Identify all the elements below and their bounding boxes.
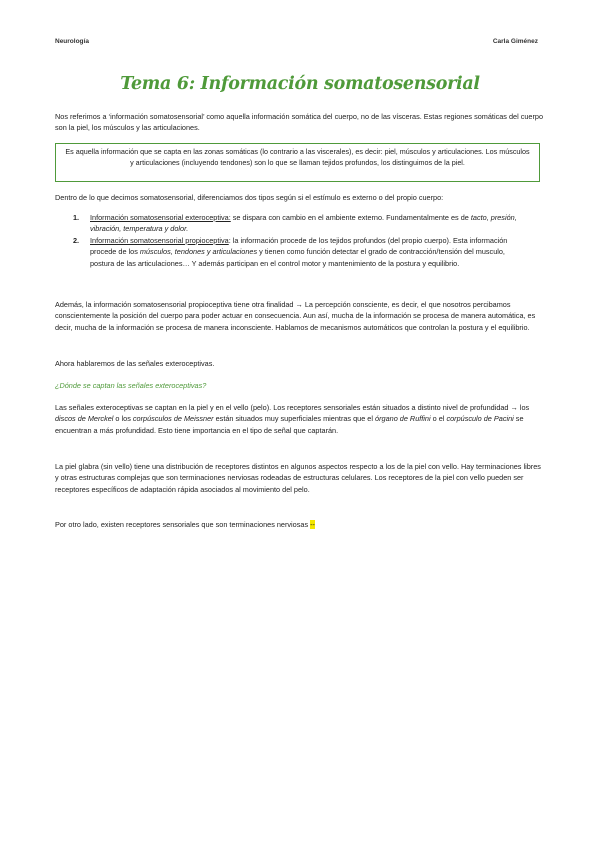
text-run: o el [430, 414, 447, 424]
captan-paragraph [55, 402, 545, 436]
intro-paragraph: Nos referimos a ‘información somatosensorial’ como aquella información somática del cuerpo, no de las vísceras. Estas regiones somáticas del cuerpo son la piel, los músculos y las articulaciones. [55, 112, 544, 133]
list-number: 2. [73, 235, 80, 245]
section-question: ¿Dónde se captan las señales exteroceptivas? [55, 381, 207, 390]
definition-box: Es aquella información que se capta en las zonas somáticas (lo contrario a las viscerales), es decir: piel, músculos y articulaciones. Los músculos y articulaciones (incluyendo tendones) son lo que se llaman tejidos profundos, los distinguimos de la piel. [55, 143, 540, 182]
text-run: se encuentran a más profundidad. Esto tiene importancia en el tipo de señal que captarán. [55, 414, 524, 435]
highlight-mark: -- [310, 520, 315, 529]
term-propioceptiva: Información somatosensorial propioceptiva [90, 235, 229, 245]
list-text: : la información procede de los tejidos profundos (del propio cuerpo). Esta información procede de los [90, 235, 508, 257]
list-item [55, 212, 525, 235]
list-italic: músculos, tendones y articulaciones [139, 247, 258, 257]
header-subject: Neurología [55, 38, 89, 45]
propioceptiva-paragraph: Además, la información somatosensorial propioceptiva tiene otra finalidad → La percepción consciente, es decir, el que nosotros percibamos conscientemente la posición del cuerpo para poder actuar en consecuencia. Aun así, mucha de la información se procesa de manera automática, es decir, mucha de la información se procesa de manera inconsciente. Hablamos de mecanismos automáticos que controlan la postura y el equilibrio. [55, 300, 536, 332]
receptor-meissner: corpúsculos de Meissner [132, 414, 214, 424]
header-author: Carla Giménez [492, 38, 538, 45]
list-text-end: y tienen como función detectar el grado de contracción/tensión del musculo, postura de las articulaciones… Y además participan en el control motor y mantenimiento de la postura y equilibrio. [90, 247, 505, 268]
ahora-paragraph: Ahora hablaremos de las señales exteroceptivas. [55, 359, 215, 368]
term-exteroceptiva: Información somatosensorial exteroceptiva: [90, 213, 231, 222]
list-number: 1. [73, 213, 80, 222]
list-item [55, 235, 525, 269]
list-text: se dispara con cambio en el ambiente externo. Fundamentalmente es de [230, 213, 471, 222]
list-italic: tacto, presión, vibración, temperatura y dolor. [90, 213, 517, 234]
types-list [55, 212, 525, 269]
final-text: Por otro lado, existen receptores sensoriales que son terminaciones nerviosas [55, 520, 309, 529]
text-run: están situados muy superficiales mientras que el [213, 414, 376, 424]
glabra-paragraph: La piel glabra (sin vello) tiene una distribución de receptores distintos en algunos aspectos respecto a los de la piel con vello. Hay terminaciones libres y otras estructuras complejas que son terminaciones nerviosas rodeadas de estructuras celulares. Los receptores de la piel con vello pueden ser receptores específicos de adaptación rápida asociados al movimiento del pelo. [55, 462, 541, 494]
receptor-ruffini: órgano de Ruffini [375, 414, 431, 424]
final-paragraph [55, 519, 545, 530]
receptor-pacini: corpúsculo de Pacini [446, 414, 514, 424]
text-run: Las señales exteroceptivas se captan en la piel y en el vello (pelo). Los receptores sensoriales están situados a distinto nivel de profundidad → los [55, 403, 530, 412]
types-intro-paragraph: Dentro de lo que decimos somatosensorial, diferenciamos dos tipos según si el estímulo es externo o del propio cuerpo: [55, 193, 444, 202]
text-run: o los [113, 414, 133, 424]
page-title: Tema 6: Información somatosensorial [120, 74, 480, 94]
receptor-merckel: discos de Merckel [55, 414, 114, 424]
